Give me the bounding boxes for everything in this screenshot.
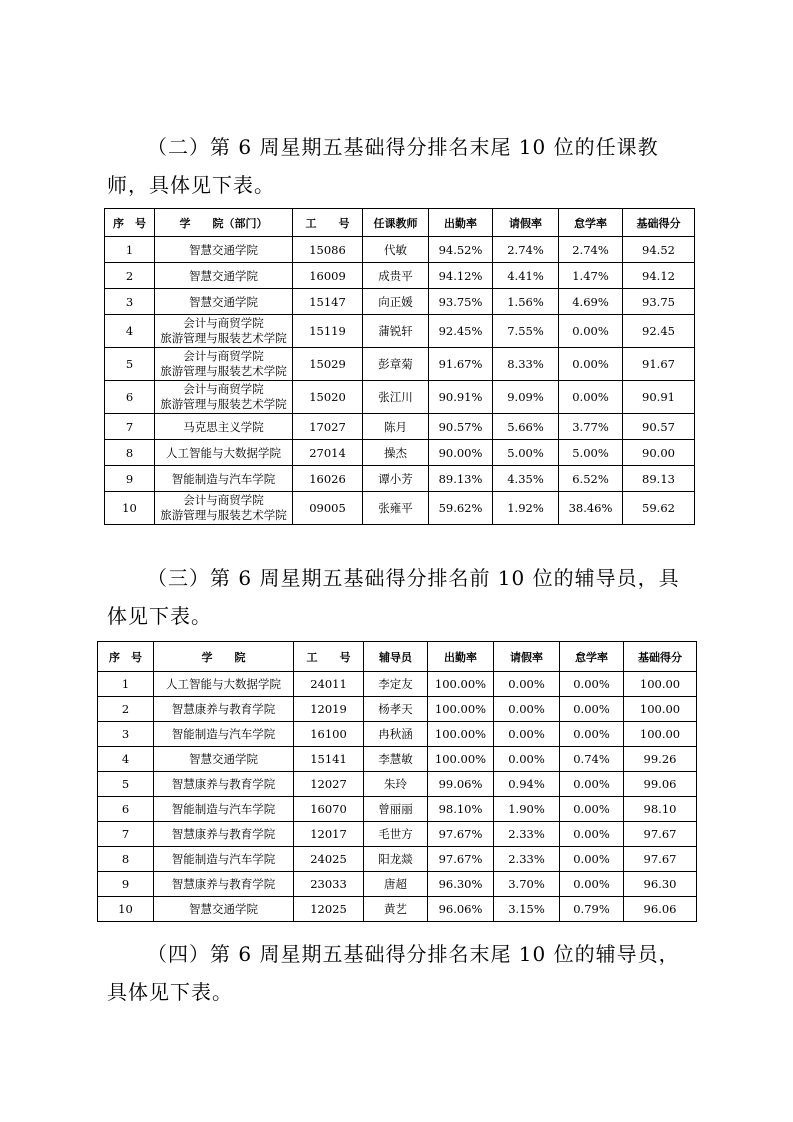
cell-dept [155, 492, 293, 525]
cell-id: 12025 [294, 897, 364, 922]
cell-dept: 智慧康养与教育学院 [154, 697, 294, 722]
cell-absence: 0.00% [559, 381, 623, 414]
cell-name: 杨孝天 [364, 697, 428, 722]
cell-absence: 0.00% [560, 872, 624, 897]
cell-line: 会计与商贸学院 [183, 349, 264, 363]
header-cell: 工 号 [294, 642, 364, 672]
table-row [105, 237, 695, 263]
cell-leave: 4.41% [493, 263, 559, 289]
table-row [105, 315, 695, 348]
cell-no: 4 [98, 747, 154, 772]
table-row [98, 872, 697, 897]
cell-name: 黄艺 [364, 897, 428, 922]
header-cell: 任课教师 [363, 209, 429, 237]
cell-score: 97.67 [624, 847, 697, 872]
cell-dept: 智慧康养与教育学院 [154, 772, 294, 797]
cell-dept: 智慧康养与教育学院 [154, 872, 294, 897]
cell-leave: 3.15% [494, 897, 560, 922]
header-cell: 出勤率 [429, 209, 493, 237]
cell-score: 99.06 [624, 772, 697, 797]
cell-name: 向正媛 [363, 289, 429, 315]
cell-score: 94.52 [623, 237, 695, 263]
cell-id: 24025 [294, 847, 364, 872]
cell-score: 98.10 [624, 797, 697, 822]
cell-absence: 0.00% [560, 847, 624, 872]
cell-absence: 0.00% [560, 722, 624, 747]
cell-dept: 智慧康养与教育学院 [154, 822, 294, 847]
cell-no: 8 [105, 440, 155, 466]
cell-no: 5 [98, 772, 154, 797]
cell-score: 100.00 [624, 697, 697, 722]
header-cell: 基础得分 [623, 209, 695, 237]
cell-no: 2 [98, 697, 154, 722]
header-cell: 学 院 [154, 642, 294, 672]
cell-id: 16009 [293, 263, 363, 289]
cell-leave: 5.66% [493, 414, 559, 440]
cell-name: 蒲锐轩 [363, 315, 429, 348]
cell-leave: 2.74% [493, 237, 559, 263]
cell-id: 15119 [293, 315, 363, 348]
cell-leave: 2.33% [494, 822, 560, 847]
cell-no: 2 [105, 263, 155, 289]
cell-no: 10 [105, 492, 155, 525]
cell-dept: 智慧交通学院 [154, 747, 294, 772]
cell-leave: 0.00% [494, 672, 560, 697]
cell-score: 96.06 [624, 897, 697, 922]
cell-leave: 0.00% [494, 747, 560, 772]
cell-name: 谭小芳 [363, 466, 429, 492]
cell-score: 97.67 [624, 822, 697, 847]
cell-name: 操杰 [363, 440, 429, 466]
cell-line: 旅游管理与服装艺术学院 [160, 364, 287, 378]
cell-name: 张江川 [363, 381, 429, 414]
cell-score: 96.30 [624, 872, 697, 897]
table-row [105, 348, 695, 381]
cell-score: 92.45 [623, 315, 695, 348]
cell-dept [155, 348, 293, 381]
cell-score: 100.00 [624, 722, 697, 747]
cell-dept: 智慧交通学院 [155, 263, 293, 289]
cell-absence: 0.00% [559, 315, 623, 348]
cell-name: 彭章菊 [363, 348, 429, 381]
cell-attendance: 96.30% [428, 872, 494, 897]
cell-absence: 0.00% [559, 348, 623, 381]
cell-leave: 7.55% [493, 315, 559, 348]
cell-score: 59.62 [623, 492, 695, 525]
cell-attendance: 91.67% [429, 348, 493, 381]
cell-absence: 0.00% [560, 822, 624, 847]
cell-no: 5 [105, 348, 155, 381]
cell-absence: 0.74% [560, 747, 624, 772]
cell-leave: 0.00% [494, 697, 560, 722]
cell-name: 李慧敏 [364, 747, 428, 772]
cell-name: 陈月 [363, 414, 429, 440]
table-row [98, 847, 697, 872]
table-row [98, 897, 697, 922]
header-cell: 怠学率 [560, 642, 624, 672]
cell-id: 09005 [293, 492, 363, 525]
cell-name: 朱玲 [364, 772, 428, 797]
cell-line: 旅游管理与服装艺术学院 [160, 397, 287, 411]
cell-score: 90.00 [623, 440, 695, 466]
cell-dept [155, 315, 293, 348]
table-row [98, 822, 697, 847]
header-cell: 学 院（部门） [155, 209, 293, 237]
cell-dept: 智慧交通学院 [155, 289, 293, 315]
cell-absence: 0.79% [560, 897, 624, 922]
cell-attendance: 90.91% [429, 381, 493, 414]
header-cell: 序 号 [98, 642, 154, 672]
table-row [98, 747, 697, 772]
cell-attendance: 92.45% [429, 315, 493, 348]
cell-name: 阳龙燚 [364, 847, 428, 872]
cell-dept: 智能制造与汽车学院 [154, 797, 294, 822]
cell-attendance: 100.00% [428, 747, 494, 772]
cell-absence: 2.74% [559, 237, 623, 263]
cell-score: 90.57 [623, 414, 695, 440]
cell-id: 23033 [294, 872, 364, 897]
table-header-row [98, 642, 697, 672]
cell-no: 8 [98, 847, 154, 872]
cell-attendance: 94.12% [429, 263, 493, 289]
cell-leave: 3.70% [494, 872, 560, 897]
table-row [105, 381, 695, 414]
cell-name: 成贵平 [363, 263, 429, 289]
section-2-heading: （二）第 6 周星期五基础得分排名末尾 10 位的任课教师，具体见下表。 [107, 135, 659, 197]
section-4-heading: （四）第 6 周星期五基础得分排名末尾 10 位的辅导员，具体见下表。 [107, 942, 680, 1004]
header-cell: 辅导员 [364, 642, 428, 672]
cell-id: 12017 [294, 822, 364, 847]
cell-absence: 0.00% [560, 772, 624, 797]
cell-attendance: 97.67% [428, 822, 494, 847]
cell-name: 冉秋涵 [364, 722, 428, 747]
cell-no: 7 [98, 822, 154, 847]
table-row [98, 697, 697, 722]
cell-name: 张雍平 [363, 492, 429, 525]
cell-dept: 人工智能与大数据学院 [154, 672, 294, 697]
cell-absence: 5.00% [559, 440, 623, 466]
cell-attendance: 97.67% [428, 847, 494, 872]
cell-absence: 4.69% [559, 289, 623, 315]
cell-id: 12019 [294, 697, 364, 722]
cell-no: 7 [105, 414, 155, 440]
cell-absence: 38.46% [559, 492, 623, 525]
cell-leave: 1.56% [493, 289, 559, 315]
cell-no: 6 [105, 381, 155, 414]
header-cell: 怠学率 [559, 209, 623, 237]
cell-line: 会计与商贸学院 [183, 316, 264, 330]
cell-name: 唐超 [364, 872, 428, 897]
cell-score: 94.12 [623, 263, 695, 289]
cell-absence: 0.00% [560, 672, 624, 697]
cell-no: 1 [105, 237, 155, 263]
cell-leave: 4.35% [493, 466, 559, 492]
cell-absence: 0.00% [560, 797, 624, 822]
table-row [105, 414, 695, 440]
header-cell: 工 号 [293, 209, 363, 237]
cell-id: 15020 [293, 381, 363, 414]
cell-leave: 1.90% [494, 797, 560, 822]
cell-line: 旅游管理与服装艺术学院 [160, 331, 287, 345]
cell-id: 24011 [294, 672, 364, 697]
cell-id: 16100 [294, 722, 364, 747]
cell-attendance: 93.75% [429, 289, 493, 315]
cell-absence: 0.00% [560, 697, 624, 722]
cell-absence: 6.52% [559, 466, 623, 492]
table-teachers-bottom10 [104, 208, 695, 525]
cell-attendance: 90.00% [429, 440, 493, 466]
table-row [98, 722, 697, 747]
cell-leave: 8.33% [493, 348, 559, 381]
cell-attendance: 94.52% [429, 237, 493, 263]
cell-no: 1 [98, 672, 154, 697]
cell-name: 曾丽丽 [364, 797, 428, 822]
header-cell: 基础得分 [624, 642, 697, 672]
cell-dept: 智能制造与汽车学院 [155, 466, 293, 492]
cell-attendance: 100.00% [428, 672, 494, 697]
cell-score: 89.13 [623, 466, 695, 492]
cell-score: 99.26 [624, 747, 697, 772]
cell-id: 16026 [293, 466, 363, 492]
cell-attendance: 90.57% [429, 414, 493, 440]
cell-no: 10 [98, 897, 154, 922]
cell-score: 93.75 [623, 289, 695, 315]
cell-name: 李定友 [364, 672, 428, 697]
cell-line: 会计与商贸学院 [183, 493, 264, 507]
header-cell: 请假率 [493, 209, 559, 237]
cell-dept: 智能制造与汽车学院 [154, 847, 294, 872]
cell-attendance: 96.06% [428, 897, 494, 922]
table-row [105, 263, 695, 289]
section-3-heading: （三）第 6 周星期五基础得分排名前 10 位的辅导员，具体见下表。 [107, 566, 680, 628]
cell-leave: 1.92% [493, 492, 559, 525]
cell-dept: 智能制造与汽车学院 [154, 722, 294, 747]
header-cell: 序 号 [105, 209, 155, 237]
cell-attendance: 98.10% [428, 797, 494, 822]
cell-dept: 马克思主义学院 [155, 414, 293, 440]
cell-line: 会计与商贸学院 [183, 382, 264, 396]
cell-attendance: 59.62% [429, 492, 493, 525]
table-counselors-top10 [97, 641, 697, 922]
cell-id: 15141 [294, 747, 364, 772]
header-cell: 请假率 [494, 642, 560, 672]
cell-id: 27014 [293, 440, 363, 466]
cell-id: 15147 [293, 289, 363, 315]
cell-id: 15086 [293, 237, 363, 263]
cell-no: 3 [98, 722, 154, 747]
table-header-row [105, 209, 695, 237]
table-row [98, 772, 697, 797]
cell-attendance: 99.06% [428, 772, 494, 797]
cell-leave: 0.00% [494, 722, 560, 747]
table-row [105, 492, 695, 525]
cell-absence: 3.77% [559, 414, 623, 440]
table-row [98, 672, 697, 697]
table-row [105, 289, 695, 315]
cell-absence: 1.47% [559, 263, 623, 289]
cell-id: 12027 [294, 772, 364, 797]
cell-no: 4 [105, 315, 155, 348]
table-row [98, 797, 697, 822]
cell-no: 6 [98, 797, 154, 822]
table-row [105, 440, 695, 466]
cell-dept: 人工智能与大数据学院 [155, 440, 293, 466]
cell-dept: 智慧交通学院 [154, 897, 294, 922]
cell-no: 9 [105, 466, 155, 492]
cell-attendance: 100.00% [428, 697, 494, 722]
cell-leave: 9.09% [493, 381, 559, 414]
cell-no: 3 [105, 289, 155, 315]
cell-dept [155, 381, 293, 414]
table-row [105, 466, 695, 492]
cell-score: 90.91 [623, 381, 695, 414]
cell-dept: 智慧交通学院 [155, 237, 293, 263]
header-cell: 出勤率 [428, 642, 494, 672]
cell-leave: 0.94% [494, 772, 560, 797]
cell-leave: 2.33% [494, 847, 560, 872]
cell-name: 毛世方 [364, 822, 428, 847]
cell-name: 代敏 [363, 237, 429, 263]
cell-attendance: 100.00% [428, 722, 494, 747]
cell-no: 9 [98, 872, 154, 897]
cell-id: 16070 [294, 797, 364, 822]
cell-id: 17027 [293, 414, 363, 440]
cell-attendance: 89.13% [429, 466, 493, 492]
cell-id: 15029 [293, 348, 363, 381]
cell-score: 100.00 [624, 672, 697, 697]
cell-line: 旅游管理与服装艺术学院 [160, 508, 287, 522]
cell-score: 91.67 [623, 348, 695, 381]
cell-leave: 5.00% [493, 440, 559, 466]
